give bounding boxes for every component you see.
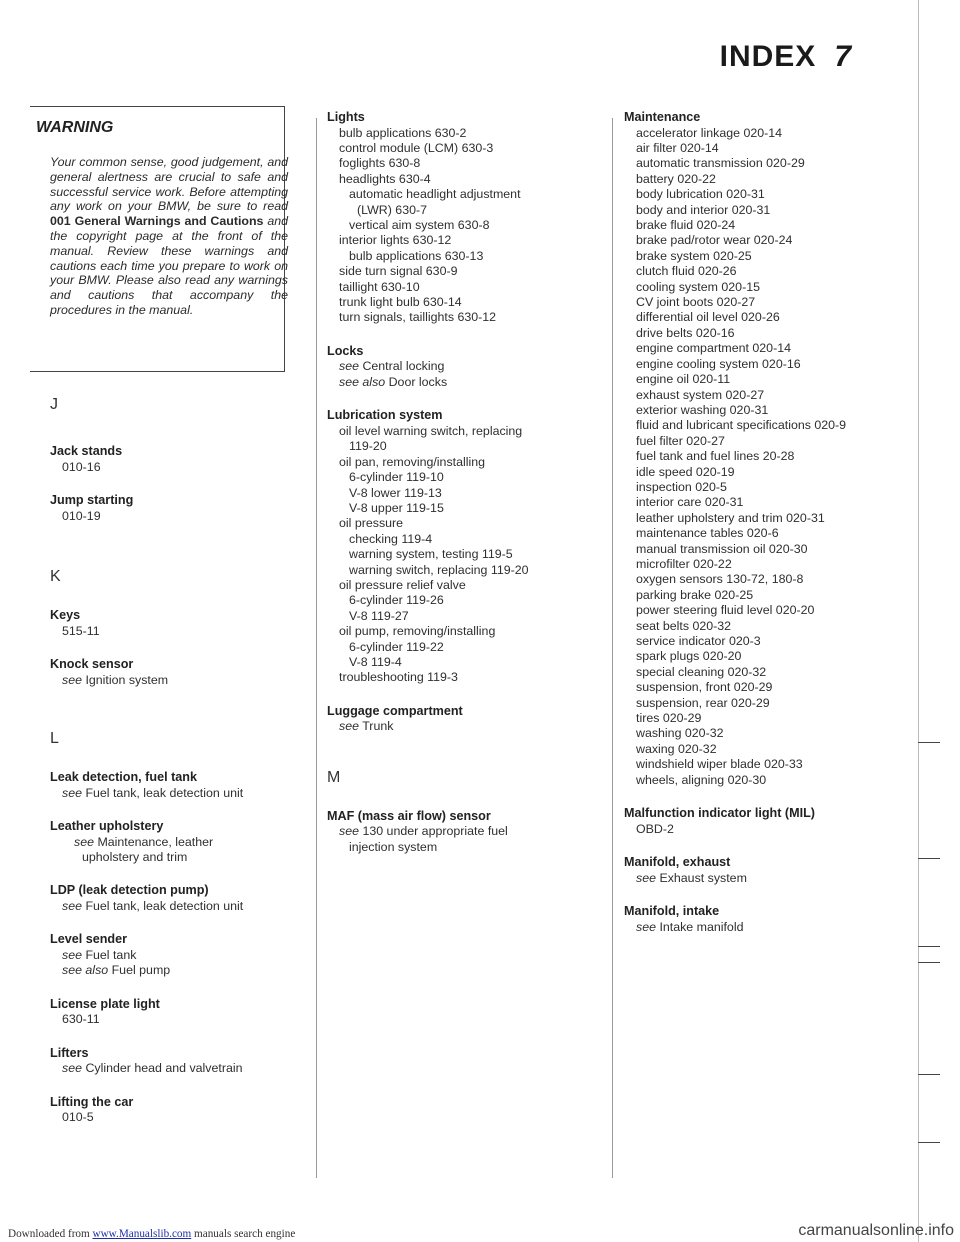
index-entry (50, 770, 290, 801)
see-label: see (62, 899, 82, 913)
index-entry (50, 932, 290, 978)
entry-ref: clutch fluid 020-26 (636, 264, 737, 279)
entry-ref: body and interior 020-31 (636, 202, 771, 217)
entry-heading: Maintenance (624, 110, 701, 124)
warning-text-b: and the copyright page at the front of the manual. Review these warnings and cautions each time you prepare to work on your BMW. Please also read any warnings and cautions that accompany the procedures in the manual. (50, 214, 288, 317)
entry-heading: Leak detection, fuel tank (50, 770, 197, 784)
letter-heading-l: L (50, 730, 59, 747)
entry-ref (327, 719, 597, 734)
entry-ref: taillight 630-10 (339, 279, 420, 294)
entry-ref: checking 119-4 (349, 531, 433, 546)
see-target: 130 under appropriate fuel (362, 824, 508, 839)
entry-ref: injection system (349, 839, 438, 854)
entry-ref: inspection 020-5 (636, 479, 727, 494)
entry-ref: manual transmission oil 020-30 (636, 541, 808, 556)
entry-ref: 010-5 (62, 1110, 94, 1125)
index-entry (50, 1095, 290, 1126)
see-label: see (339, 719, 359, 734)
entry-ref: warning switch, replacing 119-20 (349, 562, 529, 577)
manualslib-link[interactable]: www.Manualslib.com (92, 1228, 192, 1240)
entry-ref (50, 835, 290, 850)
footer-prefix: Downloaded from (8, 1228, 93, 1240)
page-number: 7 (834, 40, 852, 73)
see-label: see (62, 1061, 82, 1076)
entry-ref: power steering fluid level 020-20 (636, 603, 815, 618)
entry-ref: exhaust system 020-27 (636, 387, 765, 402)
entry-ref: V-8 upper 119-15 (349, 500, 444, 515)
entry-ref (327, 359, 597, 374)
see-target: Fuel tank (85, 948, 137, 962)
entry-ref: 6-cylinder 119-10 (349, 470, 444, 485)
entry-ref: drive belts 020-16 (636, 325, 735, 340)
entry-heading: Lights (327, 110, 365, 124)
entry-heading: LDP (leak detection pump) (50, 883, 209, 898)
entry-heading: Jack stands (50, 444, 123, 458)
entry-ref: 630-11 (62, 1012, 100, 1027)
entry-ref (50, 786, 290, 801)
entry-ref: body lubrication 020-31 (636, 187, 765, 202)
see-target: Trunk (362, 719, 394, 734)
entry-ref: 010-16 (62, 459, 101, 474)
scan-edge-mark (918, 742, 940, 743)
see-target: Maintenance, leather (97, 834, 214, 849)
entry-ref: V-8 lower 119-13 (349, 485, 442, 500)
entry-ref: control module (LCM) 630-3 (339, 141, 494, 155)
see-label: see (62, 948, 82, 962)
see-label: see (62, 672, 82, 687)
index-entry (50, 997, 290, 1028)
see-label: see (62, 785, 82, 800)
entry-ref: 119-20 (349, 439, 387, 454)
entry-ref (50, 899, 290, 914)
entry-heading: Luggage compartment (327, 703, 463, 718)
entry-heading: Lifters (50, 1045, 89, 1060)
see-target: Fuel tank, leak detection unit (85, 899, 244, 913)
warning-title: WARNING (36, 119, 114, 136)
index-entry (50, 883, 290, 914)
entry-ref: engine cooling system 020-16 (636, 356, 801, 371)
entry-ref: battery 020-22 (636, 171, 716, 186)
column-divider (316, 118, 317, 1178)
entry-ref: V-8 119-4 (349, 654, 402, 669)
index-entry (50, 608, 290, 639)
entry-ref (50, 673, 290, 688)
index-entry (50, 493, 290, 524)
entry-ref: interior lights 630-12 (339, 233, 452, 248)
entry-ref: fluid and lubricant specifications 020-9 (636, 418, 847, 433)
entry-ref: oil pressure relief valve (339, 577, 466, 592)
entry-ref: spark plugs 020-20 (636, 649, 742, 664)
entry-ref: seat belts 020-32 (636, 618, 732, 633)
index-entry (50, 444, 290, 475)
entry-ref: fuel filter 020-27 (636, 433, 725, 448)
maintenance-list (624, 126, 914, 788)
see-target: Central locking (362, 359, 445, 374)
entry-heading: Lubrication system (327, 408, 443, 423)
see-target: Exhaust system (659, 870, 747, 885)
entry-ref: warning system, testing 119-5 (349, 547, 513, 562)
scan-edge-mark (918, 1074, 940, 1075)
entry-ref: interior care 020-31 (636, 495, 744, 510)
entry-ref: windshield wiper blade 020-33 (636, 757, 803, 772)
index-entry (50, 1046, 290, 1077)
column-divider (612, 118, 613, 1178)
letter-heading-m: M (327, 768, 341, 786)
entry-ref: suspension, rear 020-29 (636, 695, 770, 710)
entry-ref: fuel tank and fuel lines 20-28 (636, 449, 795, 464)
entry-ref: V-8 119-27 (349, 608, 409, 623)
entry-ref: brake fluid 020-24 (636, 218, 736, 233)
entry-ref: OBD-2 (636, 821, 674, 836)
see-target: Cylinder head and valvetrain (85, 1061, 243, 1076)
entry-ref: trunk light bulb 630-14 (339, 295, 462, 310)
warning-text-a: Your common sense, good judgement, and general alertness are crucial to safe and successful service work. Before attempting any work on your BMW, be sure to read (50, 155, 288, 214)
entry-ref (50, 963, 290, 978)
entry-ref: vertical aim system 630-8 (349, 218, 490, 233)
entry-ref: brake pad/rotor wear 020-24 (636, 233, 793, 248)
entry-ref: oil pressure (339, 516, 404, 531)
entry-ref (50, 948, 290, 963)
entry-ref: parking brake 020-25 (636, 587, 754, 602)
see-label: see (636, 870, 656, 885)
entry-ref: automatic headlight adjustment (349, 187, 521, 202)
see-target: Fuel tank, leak detection unit (85, 785, 244, 800)
entry-ref: bulb applications 630-13 (349, 248, 484, 263)
entry-heading: Manifold, exhaust (624, 855, 731, 870)
entry-ref: exterior washing 020-31 (636, 402, 769, 417)
see-also-label: see also (339, 374, 386, 389)
letter-heading-j: J (50, 396, 58, 413)
entry-ref: brake system 020-25 (636, 248, 752, 263)
entry-ref: accelerator linkage 020-14 (636, 125, 783, 140)
entry-heading: Leather upholstery (50, 819, 164, 833)
see-target: Ignition system (85, 672, 169, 687)
entry-ref: automatic transmission 020-29 (636, 156, 805, 171)
entry-ref: troubleshooting 119-3 (339, 670, 458, 685)
entry-heading: Locks (327, 343, 364, 358)
see-label: see (339, 824, 359, 839)
entry-ref: tires 020-29 (636, 711, 702, 726)
entry-ref: upholstery and trim (82, 850, 188, 864)
index-column-c (624, 110, 914, 935)
footer-suffix: manuals search engine (191, 1228, 296, 1240)
entry-heading: License plate light (50, 996, 160, 1011)
footer-source (8, 1228, 295, 1240)
letter-heading-k: K (50, 568, 61, 585)
entry-ref (327, 824, 597, 839)
entry-ref: 6-cylinder 119-26 (349, 593, 444, 608)
see-label: see (74, 834, 94, 849)
entry-heading: MAF (mass air flow) sensor (327, 808, 491, 823)
entry-ref (50, 1061, 290, 1076)
entry-heading: Level sender (50, 932, 128, 947)
entry-ref: oil level warning switch, replacing (339, 423, 523, 438)
entry-ref: washing 020-32 (636, 726, 724, 741)
entry-ref: oil pan, removing/installing (339, 454, 486, 469)
entry-ref: oil pump, removing/installing (339, 624, 496, 639)
see-target: Fuel pump (111, 963, 171, 978)
entry-ref: 515-11 (62, 623, 100, 638)
index-column-a (50, 396, 290, 1144)
entry-ref: suspension, front 020-29 (636, 680, 773, 695)
entry-ref: service indicator 020-3 (636, 634, 761, 648)
scan-edge-mark (918, 1142, 940, 1143)
entry-heading: Lifting the car (50, 1094, 134, 1109)
entry-heading: Keys (50, 608, 81, 622)
entry-heading: Manifold, intake (624, 904, 720, 919)
see-target: Intake manifold (659, 919, 744, 934)
entry-ref: turn signals, taillights 630-12 (339, 310, 497, 325)
see-target: Door locks (388, 374, 448, 389)
scan-edge-mark (918, 946, 940, 947)
warning-text-bold: 001 General Warnings and Cautions (50, 214, 264, 229)
index-entry (50, 657, 290, 688)
entry-ref: 010-19 (62, 508, 101, 523)
entry-ref: microfilter 020-22 (636, 556, 732, 571)
see-label: see (636, 919, 656, 934)
see-also-label: see also (62, 963, 109, 978)
scan-edge-mark (918, 858, 940, 859)
see-label: see (339, 359, 359, 374)
index-column-b (327, 110, 597, 855)
entry-ref: waxing 020-32 (636, 741, 717, 756)
warning-body (50, 155, 288, 318)
entry-ref: 6-cylinder 119-22 (349, 639, 444, 654)
entry-ref: CV joint boots 020-27 (636, 295, 756, 310)
watermark: carmanualsonline.info (798, 1222, 954, 1239)
entry-ref (624, 920, 914, 935)
entry-ref (624, 871, 914, 886)
entry-ref: oxygen sensors 130-72, 180-8 (636, 572, 804, 587)
entry-ref: leather upholstery and trim 020-31 (636, 510, 825, 525)
entry-heading: Knock sensor (50, 657, 134, 671)
entry-ref: wheels, aligning 020-30 (636, 772, 767, 787)
entry-ref: air filter 020-14 (636, 141, 719, 155)
scan-edge-mark (918, 962, 940, 963)
entry-ref (327, 375, 597, 390)
entry-ref: foglights 630-8 (339, 156, 421, 171)
entry-ref: differential oil level 020-26 (636, 310, 780, 325)
entry-ref: special cleaning 020-32 (636, 664, 767, 679)
entry-ref: side turn signal 630-9 (339, 264, 458, 279)
index-entry (50, 819, 290, 865)
entry-ref: maintenance tables 020-6 (636, 526, 779, 541)
index-title: INDEX (719, 40, 817, 73)
entry-heading: Jump starting (50, 493, 134, 507)
entry-ref: engine compartment 020-14 (636, 341, 791, 356)
entry-ref: engine oil 020-11 (636, 372, 731, 387)
page-header (720, 40, 852, 74)
entry-heading: Malfunction indicator light (MIL) (624, 806, 815, 821)
entry-ref: headlights 630-4 (339, 171, 431, 186)
warning-box (30, 106, 288, 372)
scan-edge-line (918, 0, 919, 1242)
entry-ref: cooling system 020-15 (636, 279, 760, 294)
entry-ref: (LWR) 630-7 (357, 202, 427, 217)
entry-ref: idle speed 020-19 (636, 464, 735, 479)
entry-ref: bulb applications 630-2 (339, 125, 467, 140)
